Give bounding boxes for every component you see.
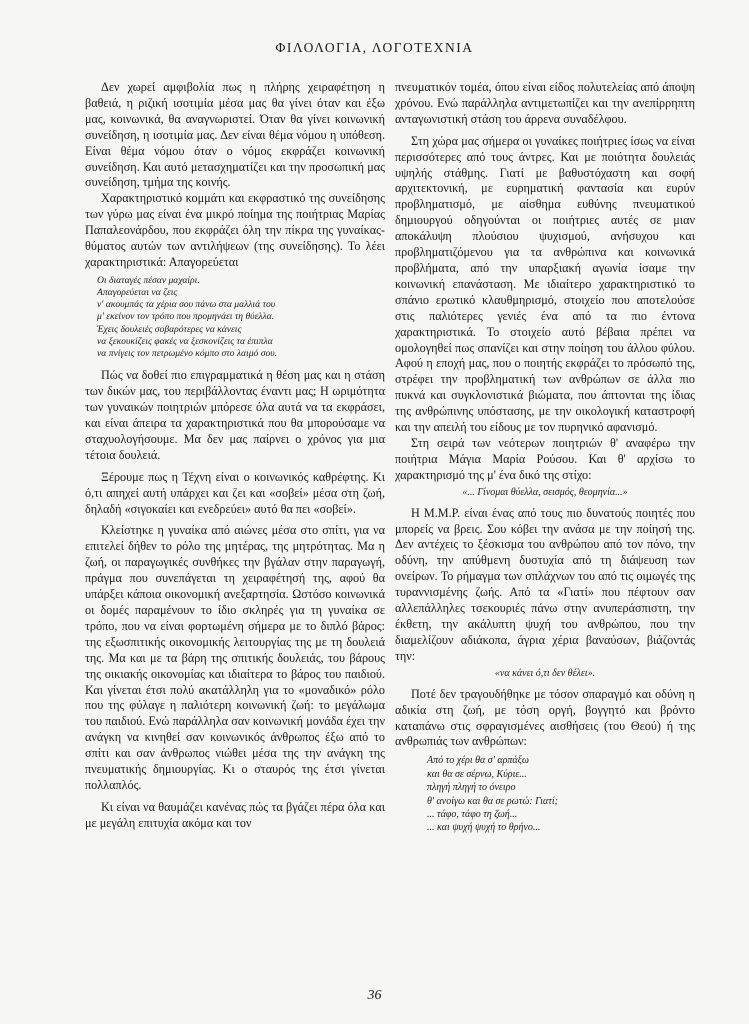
poem-line: να πνίγεις τον πετρωμένο κόμπο στο λαιμό σου. [97, 348, 278, 360]
poem-line: πληγή πληγή το όνειρο [427, 782, 516, 794]
poem-line: Απαγορεύεται να ζεις [97, 287, 178, 299]
page-number: 36 [367, 988, 382, 1003]
running-header: ΦΙΛΟΛΟΓΙΑ, ΛΟΓΟΤΕΧΝΙΑ [275, 40, 474, 55]
poem-line: Από το χέρι θα σ' αρπάξω [427, 755, 529, 767]
poem-line: ... τάφο, τάφο τη ζωή... [427, 808, 518, 820]
poem-line: να ξεκουκίζεις φακές να ξεσκονίζεις τα έπιπλα [97, 335, 273, 347]
paragraph: Στη χώρα μας σήμερα οι γυναίκες ποιήτριες ίσως να είναι περισσότερες από τους άντρες. Και με ποιότητα δουλειάς υψηλής στάθμης. Γιατί με βαθυστόχαστη και σοφή αρχιτεκτονική, με ευρηματική φαντασία και ευρύν προβληματισμό, με αίσθημα ευθύνης πνευματικού δημιουργού οδηγούνται οι ποιήτριες αυτές σε μιαν αποκάλυψη πλούσιου ψυχισμού, ανήσυχου και προβληματιζόμενου για τα ανθρώπινα και κοινωνικά προβλήματα, από την υπαρξιακή αγωνία ίσαμε την κοινωνική επανάσταση. Με ιδιαίτερο χαρακτηριστικό το σπάνιο ερωτικό κλαυθμηρισμό, στοιχείο που αποτελούσε στις παλιότερες γενιές ένα από τα πιο έντονα χαρακτηριστικά. Το στοιχείο αυτό βέβαια πρέπει να ομολογηθεί πως σπανίζει και στην ποίηση του άλλου φύλου. Αφού η εποχή μας, που ο ποιητής εκφράζει το πρόσωπό της, στρέφει την προβληματική των ανθρώπων σε άλλα πιο πυκνά και συγκλονιστικά βιώματα, που άπτονται της ίδιας της ανθρώπινης υπόστασης, με την οικολογική καταστροφή και την απειλή του είδους με τον πυρηνικό αφανισμό. [395, 133, 695, 435]
left-column [85, 80, 385, 832]
poem-excerpt [97, 275, 385, 360]
paragraph: πνευματικόν τομέα, όπου είναι είδος πολυτελείας από άποψη χρόνου. Ενώ παράλληλα αντιμετωπίζει και την ανεπίρρηπτη ανταγωνιστική στάση του άρρενα συναδέλφου. [395, 80, 695, 126]
paragraph: Ξέρουμε πως η Τέχνη είναι ο κοινωνικός καθρέφτης. Κι ό,τι απηχεί αυτή υπάρχει και ζει και «σοβεί» μέσα στη ζωή, δηλαδή «σιγοκαίει και ενεδρεύει» αυτό θα πει «σοβεί». [85, 469, 385, 516]
poem-line: Έχεις δουλειές σοβαρότερες να κάνεις [97, 323, 242, 335]
poem-line: Οι διαταγές πέσαν μαχαίρι. [97, 274, 200, 286]
paragraph: Χαρακτηριστικό κομμάτι και εκφραστικό της συνείδησης των γύρω μας είναι ένα μικρό ποίημα της ποιήτριας Μαρίας Παπαλεονάρδου, που εκφράζει όλη την πίκρα της γυναίκας-θύματος αυτών των αντιλήψεων (της συνείδησης). Το λέει χαρακτηριστικά: Απαγορεύεται [85, 191, 385, 269]
paragraph: Η Μ.Μ.Ρ. είναι ένας από τους πιο δυνατούς ποιητές που μπορείς να βρεις. Σου κόβει την ανάσα με την ποίησή της. Δεν αντέχεις το ξέσκισμα του ανθρώπου από τον πόνο, την οδύνη, την απύθμενη δυστυχία από τη διάψευση των ονείρων. Το ρήμαγμα των σπλάχνων του από τις οιμωγές της τυραννισμένης ζωής. Από τα «Γιατί» που πέφτουν σαν αλλεπάλληλες τσεκουριές πάνω στην ανυπεράσπιστη, την έκθετη, την ακάλυπτη ψυχή του ανθρώπου, που την διαμελίζουν αδιάκοπα, άγρια χέρια βαναύσων, βιάζοντάς την: [395, 505, 695, 663]
verse-quote: «να κάνει ό,τι δεν θέλει». [494, 667, 596, 679]
paragraph: Κλείστηκε η γυναίκα από αιώνες μέσα στο σπίτι, για να επιτελεί δήθεν το ρόλο της μητέρας, της μητρότητας. Μα η ζωή, οι παραγωγικές συνθήκες την βγάλαν στην παραγωγή, πράγμα που συνεπάγεται τη χειραφέτησή της, αφού θα υπάρξει κάποια οικονομική ανεξαρτησία. Ωστόσο κοινωνικά οι δομές παραμένουν το ίδιο σκληρές για τη γυναίκα σε τρόπο, που να είναι φορτωμένη σήμερα με το διπλό βάρος: της εξωσπιτικής οικονομικής λειτουργίας της με τη δουλειά της. Μα και με τα βάρη της σπιτικής δουλειάς, του βάρους της οικιακής οικονομίας και ιδιαίτερα το βάρος του παιδιού. Και γίνεται έτσι πολύ ακατάλληλη για το «μοναδικό» ρόλο που της φύλαγε η παλιότερη κοινωνική ζωή: το μεγάλωμα του παιδιού. Ενώ παράλληλα σαν κοινωνική μονάδα έχει την ανάγκη να κινηθεί σαν κοινωνικός άνθρωπος έξω από το σπίτι και σαν άνθρωπος νιώθει μέσα της την ανάγκη της πνευματικής δημιουργίας. Κι ο σταυρός της έτσι γίνεται πολλαπλός. [85, 523, 385, 792]
right-column [395, 80, 695, 843]
poem-line: θ' ανοίγω και θα σε ρωτώ: Γιατί; [427, 795, 558, 807]
poem-excerpt [427, 754, 695, 834]
poem-line: και θα σε σέρνω, Κύριε... [427, 768, 527, 780]
paragraph: Στη σειρά των νεότερων ποιητριών θ' αναφέρω την ποιήτρια Μάγια Μαρία Ρούσου. Και θ' αρχίσω το χαρακτηρισμό της μ' ένα δικό της στίχο: [395, 435, 695, 482]
verse-quote: «... Γίνομαι θύελλα, σεισμός, θεομηνία...» [462, 486, 628, 498]
paragraph: Πώς να δοθεί πιο επιγραμματικά η θέση μας και η στάση των δικών μας, του περιβάλλοντας έναντι μας; Η ωριμότητα των γυναικών ποιητριών μπόρεσε όλα αυτά να τα εκφράσει, και είναι άπειρα τα χαρακτηριστικά που θα μπορούσαμε να σταχυολογήσουμε. Μα δεν μας παίρνει ο χρόνος για μια τέτοια δουλειά. [85, 368, 385, 462]
poem-line: ... και ψυχή ψυχή το θρήνο... [427, 822, 541, 834]
poem-line: ν' ακουμπάς τα χέρια σου πάνω στα μαλλιά του [97, 299, 276, 311]
poem-line: μ' εκείνον τον τρόπο που προμηνάει τη θύελλα. [97, 311, 275, 323]
paragraph: Δεν χωρεί αμφιβολία πως η πλήρης χειραφέτηση η βαθειά, η ριζική ισοτιμία μέσα μας θα γίνει όταν και έξω μας, κοινωνικά, θα αναγνωριστεί. Όταν θα γίνει κοινωνική συνείδηση, η ισοτιμία μας. Δεν είναι θέμα νόμου η υπόθεση. Είναι θέμα νόμου όταν ο νόμος εκφράζει κοινωνική συνείδηση. Και αυτό μετασχηματίζει και την προσωπική μας συνείδηση, τμήμα της κοινής. [85, 80, 385, 190]
paragraph: Ποτέ δεν τραγουδήθηκε με τόσον σπαραγμό και οδύνη η αδικία στη ζωή, με τόση οργή, βογγητό και βρόντο καταπάνω στις σφραγισμένες αισθήσεις (του Θεού) ή της ανθρωπιάς των ανθρώπων: [395, 686, 695, 749]
paragraph: Κι είναι να θαυμάζει κανένας πώς τα βγάζει πέρα όλα και με μεγάλη επιτυχία ακόμα και τον [85, 799, 385, 830]
